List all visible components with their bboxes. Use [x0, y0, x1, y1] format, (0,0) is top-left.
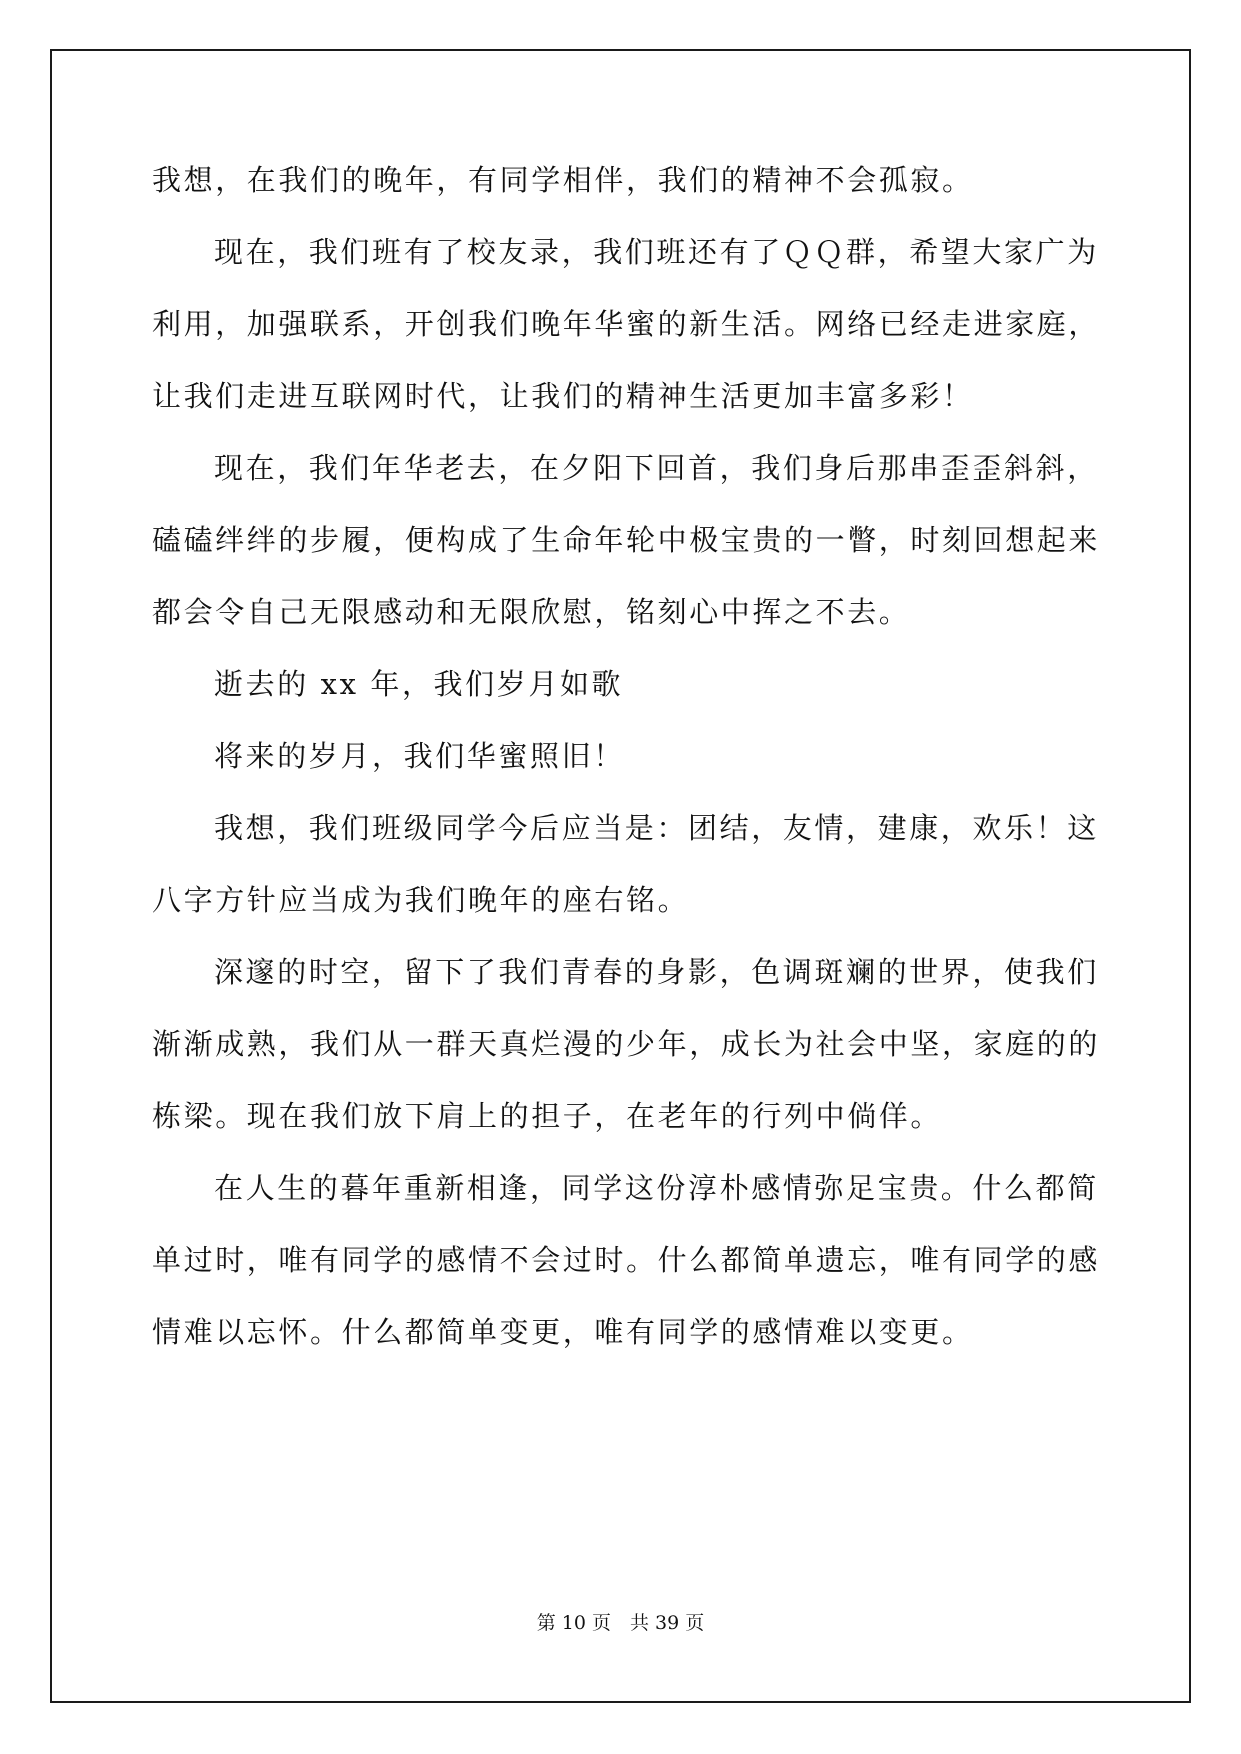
text-line: 让我们走进互联网时代，让我们的精神生活更加丰富多彩！: [152, 379, 974, 413]
text-line: 八字方针应当成为我们晚年的座右铭。: [152, 883, 690, 917]
paragraph-first-line: 逝去的 xx 年，我们岁月如歌: [214, 667, 624, 701]
paragraph-first-line: 将来的岁月，我们华蜜照旧！: [214, 739, 625, 773]
paragraph-first-line: 现在，我们班有了校友录，我们班还有了ＱＱ群，希望大家广为: [214, 235, 1099, 269]
text-line: 利用，加强联系，开创我们晚年华蜜的新生活。网络已经走进家庭，: [152, 307, 1101, 341]
paragraph-first-line: 我想，我们班级同学今后应当是：团结，友情，建康，欢乐！这: [214, 811, 1099, 845]
text-line: 渐渐成熟，我们从一群天真烂漫的少年，成长为社会中坚，家庭的的: [152, 1027, 1101, 1061]
text-line: 都会令自己无限感动和无限欣慰，铭刻心中挥之不去。: [152, 595, 911, 629]
text-line: 单过时，唯有同学的感情不会过时。什么都简单遗忘，唯有同学的感: [152, 1243, 1101, 1277]
text-line: 磕磕绊绊的步履，便构成了生命年轮中极宝贵的一瞥，时刻回想起来: [152, 523, 1101, 557]
text-line: 情难以忘怀。什么都简单变更，唯有同学的感情难以变更。: [152, 1315, 974, 1349]
page-border: [50, 49, 1191, 1703]
paragraph-first-line: 深邃的时空，留下了我们青春的身影，色调斑斓的世界，使我们: [214, 955, 1099, 989]
paragraph-first-line: 现在，我们年华老去，在夕阳下回首，我们身后那串歪歪斜斜，: [214, 451, 1099, 485]
page-number-footer: 第 10 页 共 39 页: [536, 1612, 705, 1634]
text-line: 我想，在我们的晚年，有同学相伴，我们的精神不会孤寂。: [152, 163, 974, 197]
text-line: 栋梁。现在我们放下肩上的担子，在老年的行列中倘佯。: [152, 1099, 943, 1133]
paragraph-first-line: 在人生的暮年重新相逢，同学这份淳朴感情弥足宝贵。什么都简: [214, 1171, 1099, 1205]
